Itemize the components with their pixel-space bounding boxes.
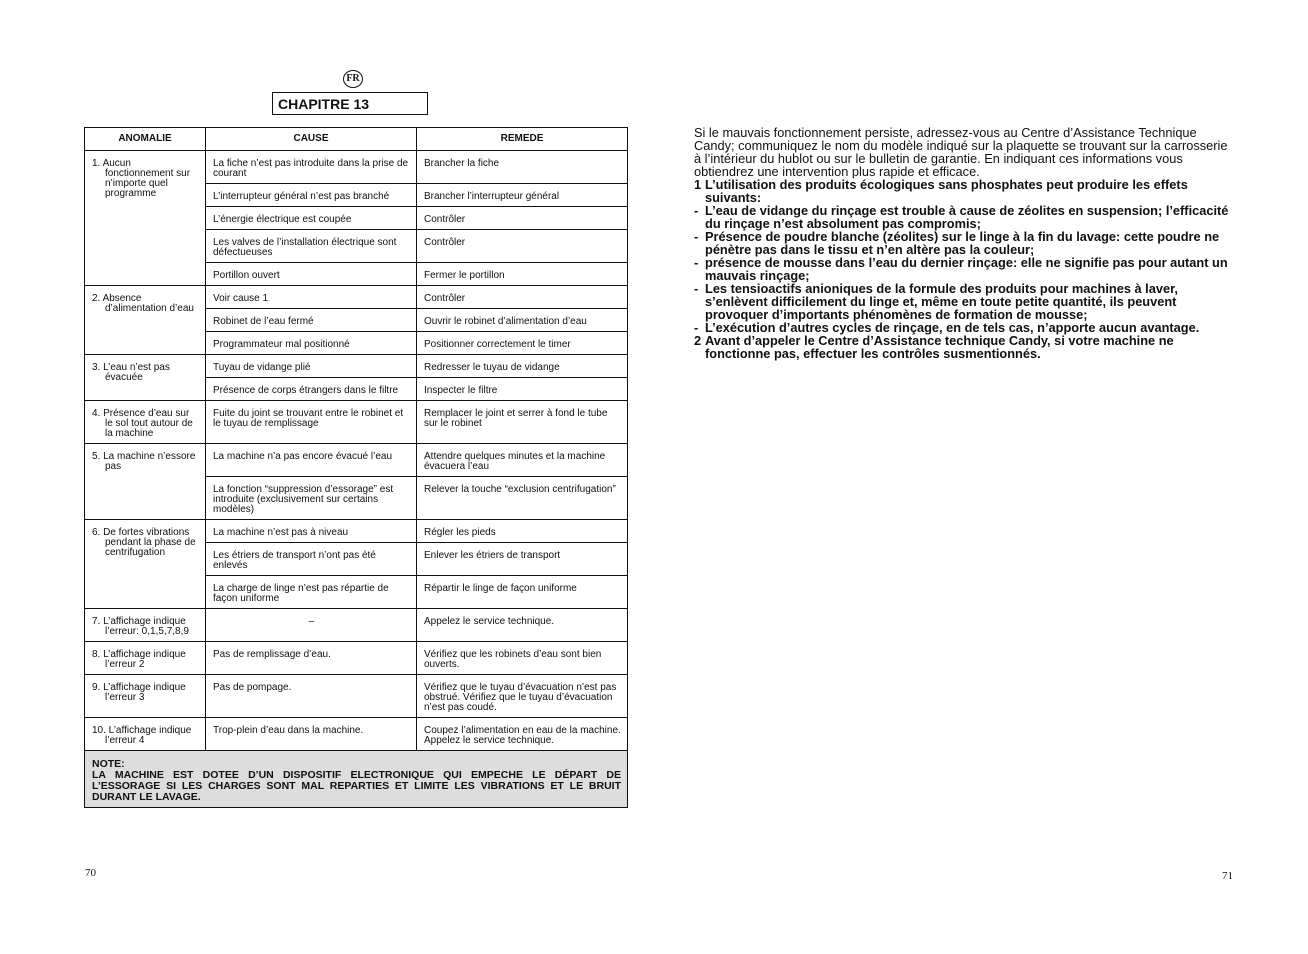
remede-cell: Remplacer le joint et serrer à fond le tube sur le robinet: [417, 401, 628, 444]
note-row: [85, 751, 628, 808]
list-item: [694, 334, 1234, 360]
anomalie-text: 3. L’eau n’est pas évacuée: [92, 362, 170, 383]
list-item-text: L’utilisation des produits écologiques sans phosphates peut produire les effets suivants:: [705, 177, 1188, 205]
cause-cell: Les valves de l’installation électrique sont défectueuses: [206, 230, 417, 263]
anomalie-text: 9. L’affichage indique l’erreur 3: [92, 682, 186, 703]
cause-cell: Robinet de l’eau fermé: [206, 309, 417, 332]
remede-cell: Contrôler: [417, 207, 628, 230]
anomalie-text: 1. Aucun fonctionnement sur n’importe quel programme: [92, 158, 191, 199]
remede-cell: Enlever les étriers de transport: [417, 543, 628, 576]
note-title: NOTE:: [92, 758, 125, 770]
list-item-text: Avant d’appeler le Centre d’Assistance technique Candy, si votre machine ne fonctionne pas, effectuer les contrôles susmentionnés.: [705, 333, 1174, 361]
cause-cell: La charge de linge n’est pas répartie de façon uniforme: [206, 576, 417, 609]
list-marker: -: [694, 229, 699, 244]
language-badge: FR: [343, 70, 363, 88]
cause-cell: L’interrupteur général n’est pas branché: [206, 184, 417, 207]
remede-cell: Répartir le linge de façon uniforme: [417, 576, 628, 609]
table-row: [85, 151, 628, 184]
page-number-right: 71: [1222, 870, 1233, 882]
anomalie-cell: [85, 401, 206, 444]
cause-cell: Les étriers de transport n’ont pas été enlevés: [206, 543, 417, 576]
column-header-anomalie: ANOMALIE: [85, 128, 206, 151]
anomalie-cell: [85, 718, 206, 751]
remede-cell: Redresser le tuyau de vidange: [417, 355, 628, 378]
remede-cell: Vérifiez que le tuyau d’évacuation n’est pas obstrué. Vérifiez que le tuyau d’évacuation n’est pas coudé.: [417, 675, 628, 718]
right-column-text: [694, 126, 1234, 360]
note-text: LA MACHINE EST DOTEE D’UN DISPOSITIF ELECTRONIQUE QUI EMPECHE LE DÉPART DE L’ESSORAGE SI LES CHARGES SONT MAL REPARTIES ET LIMITE LES VIBRATIONS ET LE BRUIT DURANT LE LAVAGE.: [92, 769, 621, 803]
cause-cell: Pas de remplissage d’eau.: [206, 642, 417, 675]
anomalie-text: 7. L’affichage indique l’erreur: 0,1,5,7,8,9: [92, 616, 189, 637]
anomalie-text: 2. Absence d’alimentation d’eau: [92, 293, 194, 314]
table-body: [85, 151, 628, 751]
cause-cell: La fonction “suppression d’essorage” est introduite (exclusivement sur certains modèles): [206, 477, 417, 520]
column-header-cause: CAUSE: [206, 128, 417, 151]
remede-cell: Contrôler: [417, 286, 628, 309]
list-item-text: L’eau de vidange du rinçage est trouble à cause de zéolites en suspension; l’efficacité du rinçage n’est absolument pas compromis;: [705, 203, 1229, 231]
table-row: [85, 355, 628, 378]
advice-list: [694, 178, 1234, 360]
table-row: [85, 520, 628, 543]
remede-cell: Attendre quelques minutes et la machine évacuera l’eau: [417, 444, 628, 477]
cause-cell: Trop-plein d’eau dans la machine.: [206, 718, 417, 751]
remede-cell: Brancher l’interrupteur général: [417, 184, 628, 207]
anomalie-text: 8. L’affichage indique l’erreur 2: [92, 649, 186, 670]
remede-cell: Régler les pieds: [417, 520, 628, 543]
remede-cell: Contrôler: [417, 230, 628, 263]
cause-cell: La machine n’est pas à niveau: [206, 520, 417, 543]
remede-cell: Inspecter le filtre: [417, 378, 628, 401]
list-item: [694, 256, 1234, 282]
cause-cell: Fuite du joint se trouvant entre le robinet et le tuyau de remplissage: [206, 401, 417, 444]
anomalie-cell: [85, 675, 206, 718]
list-item-text: L’exécution d’autres cycles de rinçage, en de tels cas, n’apporte aucun avantage.: [705, 320, 1200, 335]
list-marker: 1: [694, 177, 702, 192]
cause-cell: Présence de corps étrangers dans le filtre: [206, 378, 417, 401]
remede-cell: Fermer le portillon: [417, 263, 628, 286]
cause-cell: La machine n’a pas encore évacué l’eau: [206, 444, 417, 477]
anomalie-cell: [85, 286, 206, 355]
anomalie-text: 5. La machine n’essore pas: [92, 451, 196, 472]
table-row: [85, 675, 628, 718]
table-row: [85, 444, 628, 477]
list-item: [694, 204, 1234, 230]
cause-cell: Tuyau de vidange plié: [206, 355, 417, 378]
table-row: [85, 286, 628, 309]
cause-cell: –: [206, 609, 417, 642]
remede-cell: Brancher la fiche: [417, 151, 628, 184]
remede-cell: Ouvrir le robinet d’alimentation d’eau: [417, 309, 628, 332]
anomalie-cell: [85, 355, 206, 401]
cause-cell: L’énergie électrique est coupée: [206, 207, 417, 230]
note-cell: [85, 751, 628, 808]
remede-cell: Relever la touche “exclusion centrifugation”: [417, 477, 628, 520]
table-header-row: [85, 128, 628, 151]
column-header-remede: REMEDE: [417, 128, 628, 151]
list-marker: -: [694, 203, 699, 218]
table-row: [85, 401, 628, 444]
remede-cell: Appelez le service technique.: [417, 609, 628, 642]
chapter-title: CHAPITRE 13: [272, 92, 428, 115]
table-row: [85, 642, 628, 675]
table-row: [85, 609, 628, 642]
remede-cell: Positionner correctement le timer: [417, 332, 628, 355]
list-marker: 2: [694, 333, 702, 348]
anomalie-cell: [85, 609, 206, 642]
list-item: [694, 230, 1234, 256]
troubleshooting-table: [84, 127, 628, 808]
list-item-text: Les tensioactifs anioniques de la formule des produits pour machines à laver, s’enlèvent difficilement du linge et, même en toute petite quantité, ils peuvent provoquer d’importants phénomènes de formation de mousse;: [705, 281, 1178, 322]
list-marker: -: [694, 320, 699, 335]
list-item-text: Présence de poudre blanche (zéolites) sur le linge à la fin du lavage: cette poudre ne pénètre pas dans le tissu et n’en altère pas la couleur;: [705, 229, 1220, 257]
anomalie-text: 6. De fortes vibrations pendant la phase de centrifugation: [92, 527, 196, 558]
list-item-text: présence de mousse dans l’eau du dernier rinçage: elle ne signifie pas pour autant un mauvais rinçage;: [705, 255, 1228, 283]
remede-cell: Coupez l’alimentation en eau de la machine. Appelez le service technique.: [417, 718, 628, 751]
cause-cell: Portillon ouvert: [206, 263, 417, 286]
intro-paragraph: Si le mauvais fonctionnement persiste, adressez-vous au Centre d’Assistance Technique Candy; communiquez le nom du modèle indiqué sur la plaquette se trouvant sur la carrosserie à l’intérieur du hublot ou sur le bulletin de garantie. En indiquant ces informations vous obtiendrez une intervention plus rapide et efficace.: [694, 125, 1228, 179]
page-number-left: 70: [85, 867, 96, 879]
anomalie-cell: [85, 520, 206, 609]
list-marker: -: [694, 255, 699, 270]
anomalie-text: 10. L’affichage indique l’erreur 4: [92, 725, 192, 746]
cause-cell: Voir cause 1: [206, 286, 417, 309]
anomalie-cell: [85, 151, 206, 286]
cause-cell: La fiche n’est pas introduite dans la prise de courant: [206, 151, 417, 184]
table-row: [85, 718, 628, 751]
cause-cell: Pas de pompage.: [206, 675, 417, 718]
anomalie-cell: [85, 642, 206, 675]
list-item: [694, 282, 1234, 321]
list-item: [694, 178, 1234, 204]
anomalie-cell: [85, 444, 206, 520]
list-marker: -: [694, 281, 699, 296]
cause-cell: Programmateur mal positionné: [206, 332, 417, 355]
remede-cell: Vérifiez que les robinets d’eau sont bien ouverts.: [417, 642, 628, 675]
anomalie-text: 4. Présence d’eau sur le sol tout autour de la machine: [92, 408, 193, 439]
